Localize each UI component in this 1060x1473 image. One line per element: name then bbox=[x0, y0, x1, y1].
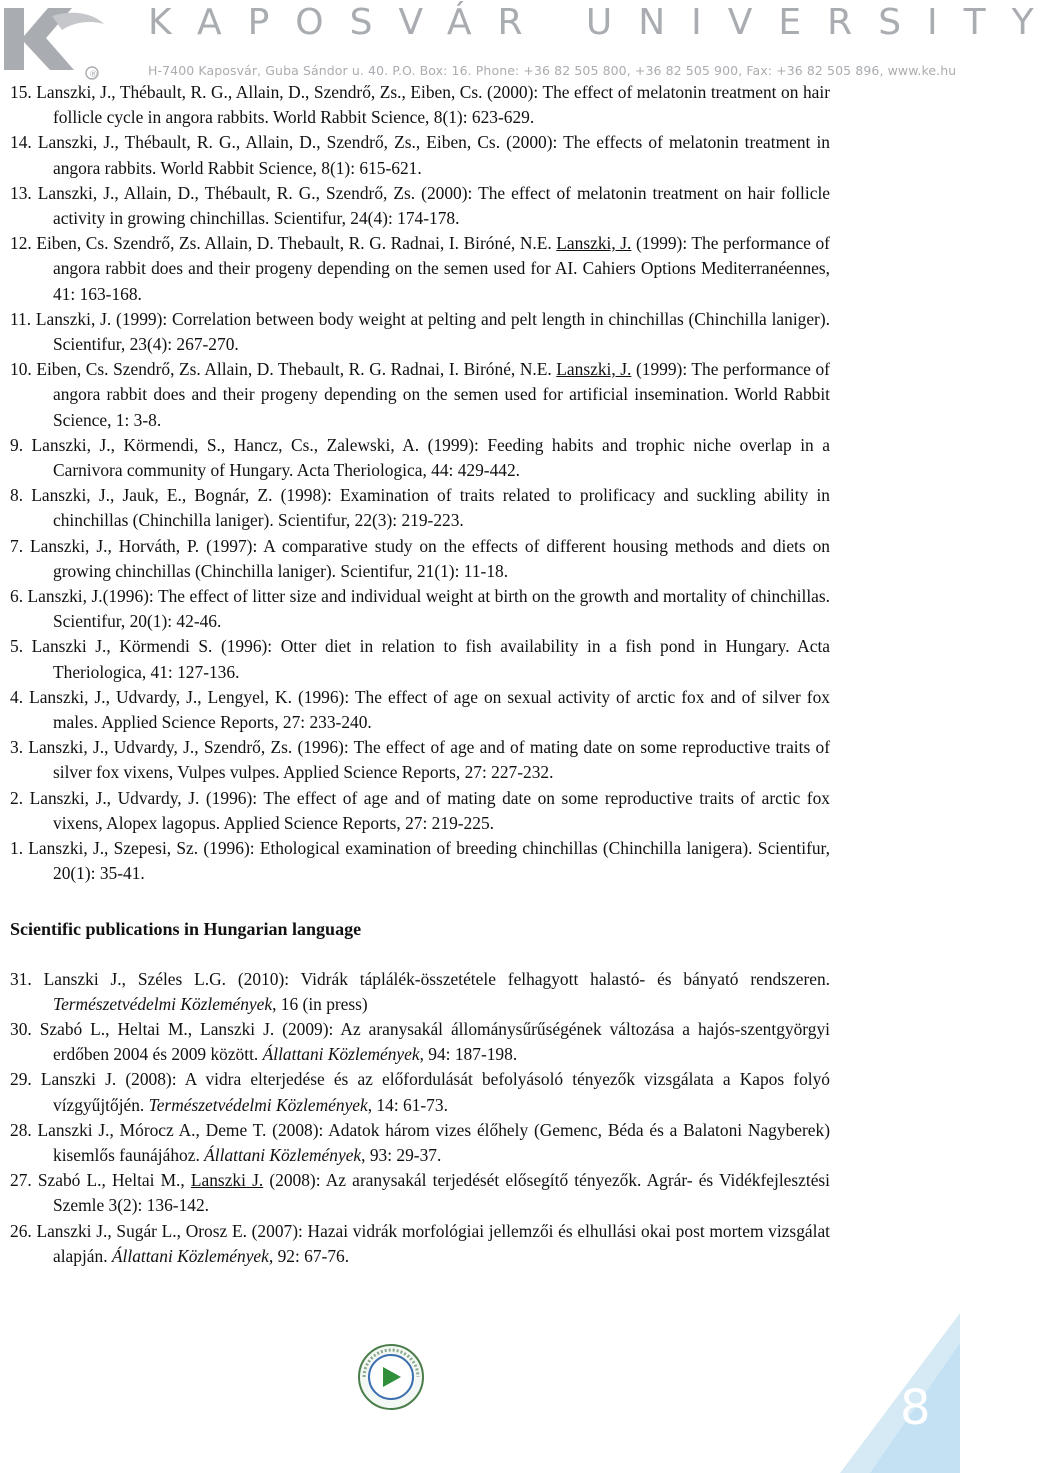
reference-item bbox=[10, 534, 830, 584]
reference-details: , 93: 29-37. bbox=[361, 1144, 442, 1165]
reference-text: 5. Lanszki J., Körmendi S. (1996): Otter diet in relation to fish availability in a fish pond in Hungary. Acta Theriologica, 41: 127-136. bbox=[10, 636, 830, 682]
reference-text: 2. Lanszki, J., Udvardy, J. (1996): The effect of age and of mating date on some reproductive traits of arctic fox vixens, Alopex lagopus. Applied Science Reports, 27: 219-225. bbox=[10, 787, 830, 833]
hungarian-references bbox=[10, 967, 830, 1269]
reference-details: (1999): The performance of angora rabbit does and their progeny depending on the semen used for artificial insemination. World Rabbit Science, 1: 3-8. bbox=[53, 359, 830, 430]
reference-text: 9. Lanszki, J., Körmendi, S., Hancz, Cs., Zalewski, A. (1999): Feeding habits and trophic niche overlap in a Carnivora community of Hungary. Acta Theriologica, 44: 429-442. bbox=[10, 434, 830, 481]
reference-details: 92: 67-76. bbox=[273, 1245, 350, 1266]
highlighted-author: Lanszki, J. bbox=[556, 359, 632, 380]
reference-item bbox=[10, 786, 830, 836]
reference-text: 4. Lanszki, J., Udvardy, J., Lengyel, K. (1996): The effect of age on sexual activity of arctic fox and of silver fox males. Applied Science Reports, 27: 233-240. bbox=[10, 686, 830, 733]
reference-details: (1999): The performance of angora rabbit does and their progeny depending on the semen used for AI. Cahiers Options Mediterranéennes, 41: 163-168. bbox=[53, 233, 830, 304]
reference-details: , 14: 61-73. bbox=[367, 1094, 448, 1115]
reference-details: , 16 (in press) bbox=[272, 993, 368, 1014]
reference-details: , 94: 187-198. bbox=[419, 1044, 518, 1065]
journal-name: Állattani Közlemények, bbox=[111, 1245, 274, 1266]
reference-item bbox=[10, 357, 830, 433]
journal-name: Állattani Közlemények bbox=[262, 1044, 420, 1065]
journal-name: Természetvédelmi Közlemények bbox=[148, 1094, 368, 1115]
reference-authors: 30. Szabó L., Heltai M., Lanszki J. (2009): Az aranysakál állománysűrűségének változása a hajós-szentgyörgyi erdőben 2004 és 2009 között. bbox=[10, 1018, 830, 1065]
reference-details: (2008): Az aranysakál terjedését elősegítő tényezők. Agrár- és Vidékfejlesztési Szemle 3(2): 136-142. bbox=[53, 1170, 831, 1216]
english-references bbox=[10, 80, 830, 887]
reference-item bbox=[10, 735, 830, 785]
reference-item bbox=[10, 1219, 830, 1269]
reference-text: 15. Lanszki, J., Thébault, R. G., Allain, D., Szendrő, Zs., Eiben, Cs. (2000): The effect of melatonin treatment on hair follicle cycle in angora rabbits. World Rabbit Science, 8(1): 623-629. bbox=[10, 82, 830, 128]
reference-text: 11. Lanszki, J. (1999): Correlation between body weight at pelting and pelt length in chinchillas (Chinchilla laniger). Scientifur, 23(4): 267-270. bbox=[10, 308, 830, 355]
reference-text: 14. Lanszki, J., Thébault, R. G., Allain, D., Szendrő, Zs., Eiben, Cs. (2000): The effects of melatonin treatment in angora rabbits. World Rabbit Science, 8(1): 615-621. bbox=[10, 132, 830, 178]
university-address: H-7400 Kaposvár, Guba Sándor u. 40. P.O. Box: 16. Phone: +36 82 505 800, +36 82 505 900, Fax: +36 82 505 896, www.ke.hu bbox=[148, 63, 957, 78]
reference-item bbox=[10, 967, 830, 1017]
reference-text: 7. Lanszki, J., Horváth, P. (1997): A comparative study on the effects of different housing methods and diets on growing chinchillas (Chinchilla laniger). Scientifur, 21(1): 11-18. bbox=[10, 535, 830, 581]
reference-text: 3. Lanszki, J., Udvardy, J., Szendrő, Zs. (1996): The effect of age and of mating date on some reproductive traits of silver fox vixens, Vulpes vulpes. Applied Science Reports, 27: 227-232. bbox=[10, 737, 830, 783]
certificate-seal-icon bbox=[356, 1342, 426, 1412]
registered-mark: ® bbox=[89, 70, 98, 80]
reference-authors: 26. Lanszki J., Sugár L., Orosz E. (2007): Hazai vidrák morfológiai jellemzői és elhullási okai post mortem vizsgálat alapján. bbox=[10, 1220, 830, 1266]
reference-item bbox=[10, 836, 830, 886]
highlighted-author: Lanszki, J. bbox=[556, 233, 632, 254]
reference-authors: 10. Eiben, Cs. Szendrő, Zs. Allain, D. Thebault, R. G. Radnai, I. Biróné, N.E. bbox=[10, 359, 557, 380]
reference-item bbox=[10, 483, 830, 533]
reference-item bbox=[10, 307, 830, 357]
reference-text: 1. Lanszki, J., Szepesi, Sz. (1996): Ethological examination of breeding chinchillas (Chinchilla lanigera). Scientifur, 20(1): 35-41. bbox=[10, 838, 830, 884]
reference-authors: 28. Lanszki J., Mórocz A., Deme T. (2008): Adatok három vizes élőhely (Gemenc, Béda és a Balatoni Nagyberek) kisemlős faunájához. bbox=[10, 1119, 830, 1165]
reference-authors: 12. Eiben, Cs. Szendrő, Zs. Allain, D. Thebault, R. G. Radnai, I. Biróné, N.E. bbox=[10, 233, 557, 254]
reference-text: 8. Lanszki, J., Jauk, E., Bognár, Z. (1998): Examination of traits related to prolificacy and suckling ability in chinchillas (Chinchilla laniger). Scientifur, 22(3): 219-223. bbox=[10, 485, 830, 531]
university-logo-icon bbox=[0, 0, 110, 85]
corner-decoration bbox=[800, 1273, 960, 1473]
journal-name: Természetvédelmi Közlemények bbox=[53, 993, 273, 1014]
reference-item bbox=[10, 80, 830, 130]
reference-item bbox=[10, 1017, 830, 1067]
reference-item bbox=[10, 1168, 830, 1218]
reference-authors: 31. Lanszki J., Széles L.G. (2010): Vidrák táplálék-összetétele felhagyott halastó- és bányató rendszeren. bbox=[10, 968, 830, 989]
reference-item bbox=[10, 1118, 830, 1168]
reference-item bbox=[10, 231, 830, 307]
reference-item bbox=[10, 433, 830, 483]
reference-item bbox=[10, 1067, 830, 1117]
section-title: Scientific publications in Hungarian language bbox=[10, 918, 362, 939]
highlighted-author: Lanszki J. bbox=[190, 1170, 264, 1191]
reference-item bbox=[10, 130, 830, 180]
page-header bbox=[0, 0, 1060, 85]
publication-list bbox=[10, 80, 830, 1269]
reference-item bbox=[10, 181, 830, 231]
university-name: KAPOSVÁR UNIVERSITY bbox=[148, 2, 1060, 43]
page-number: 8 bbox=[900, 1380, 931, 1436]
reference-text: 13. Lanszki, J., Allain, D., Thébault, R. G., Szendrő, Zs. (2000): The effect of melatonin treatment on hair follicle activity in growing chinchillas. Scientifur, 24(4): 174-178. bbox=[10, 182, 830, 229]
journal-name: Állattani Közlemények bbox=[204, 1144, 362, 1165]
reference-item bbox=[10, 685, 830, 735]
reference-text: 6. Lanszki, J.(1996): The effect of litter size and individual weight at birth on the growth and mortality of chinchillas. Scientifur, 20(1): 42-46. bbox=[10, 586, 830, 632]
reference-authors: 27. Szabó L., Heltai M., bbox=[10, 1170, 191, 1191]
reference-item bbox=[10, 584, 830, 634]
reference-item bbox=[10, 634, 830, 684]
reference-authors: 29. Lanszki J. (2008): A vidra elterjedése és az előfordulását befolyásoló tényezők vizsgálata a Kapos folyó vízgyűjtőjén. bbox=[10, 1069, 830, 1115]
